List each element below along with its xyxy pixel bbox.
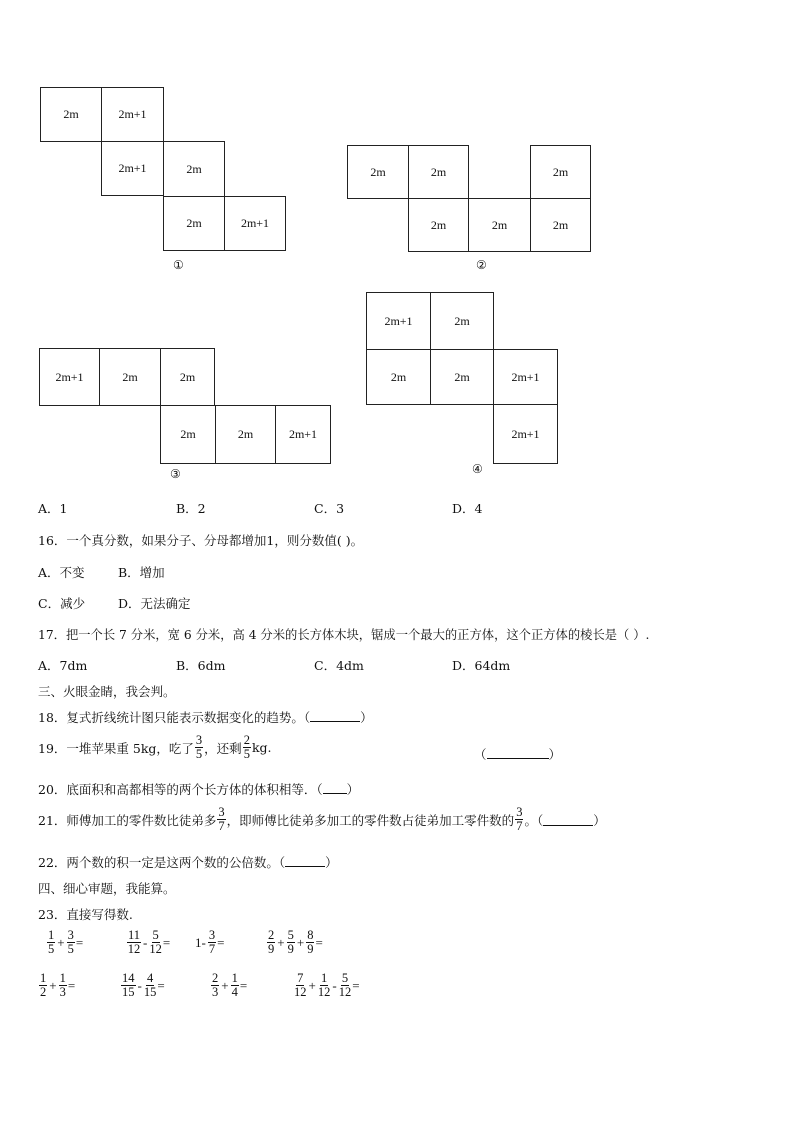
q15-option-b[interactable]: B．2 [176, 501, 206, 516]
fraction [306, 929, 314, 956]
net3-face: 2m+1 [39, 348, 100, 406]
numerator: 1 [320, 971, 328, 985]
net2-face: 2m [468, 198, 531, 252]
net2-face: 2m [408, 145, 469, 199]
q15-option-a[interactable]: A．1 [38, 501, 68, 516]
equals: = [217, 934, 225, 950]
numerator: 5 [341, 971, 349, 985]
calc-expression-6 [120, 972, 165, 999]
fraction [318, 972, 331, 999]
numerator: 14 [122, 971, 135, 985]
calc-expression-3 [194, 929, 224, 956]
denominator: 5 [195, 747, 203, 762]
denominator: 15 [122, 985, 135, 1000]
fraction [144, 972, 157, 999]
section-4-heading: 四、细心审题，我能算。 [38, 881, 176, 896]
q16-option-a[interactable]: A．不变 [38, 565, 85, 580]
answer-blank[interactable] [323, 782, 347, 794]
q19-post: kg. [251, 740, 272, 756]
operator: + [296, 934, 305, 950]
net3-face: 2m [160, 348, 215, 406]
operator: + [277, 934, 285, 950]
fraction [195, 734, 203, 761]
fraction [47, 929, 55, 956]
q19-pre: 19．一堆苹果重 5kg，吃了 [38, 740, 194, 756]
calc-expression-1 [46, 929, 83, 956]
numerator: 2 [268, 928, 275, 942]
q21-mid: ，即师傅比徒弟多加工的零件数占徒弟加工零件数的 [226, 812, 515, 828]
close-paren: ） [593, 812, 606, 828]
net1-face: 2m+1 [101, 87, 164, 142]
net2-face: 2m [530, 198, 591, 252]
denominator: 5 [67, 942, 74, 957]
net4-face: 2m+1 [366, 292, 431, 350]
q15-option-d[interactable]: D．4 [452, 501, 483, 516]
denominator: 15 [143, 985, 157, 1000]
q17-option-c[interactable]: C．4dm [314, 658, 364, 673]
net4-face: 2m [430, 292, 494, 350]
q20-question [38, 780, 359, 798]
equals: = [157, 977, 165, 993]
denominator: 12 [127, 942, 141, 957]
fraction [39, 972, 47, 999]
fraction [287, 929, 295, 956]
calc-expression-7 [210, 972, 247, 999]
q16-question: 16．一个真分数，如果分子、分母都增加1，则分数值( )。 [38, 533, 364, 548]
net4-label: ④ [472, 462, 483, 476]
denominator: 2 [40, 985, 47, 1000]
numerator: 5 [287, 928, 294, 942]
net1-face: 2m+1 [101, 141, 164, 196]
calc-expression-2 [126, 929, 170, 956]
numerator: 11 [128, 928, 141, 942]
equals: = [315, 934, 323, 950]
numerator: 7 [297, 971, 304, 985]
operator: + [57, 934, 65, 950]
numerator: 5 [152, 928, 159, 942]
close-paren: ） [548, 747, 562, 762]
denominator: 12 [338, 985, 352, 1000]
numerator: 3 [516, 805, 523, 819]
denominator: 7 [516, 819, 523, 834]
denominator: 9 [287, 942, 294, 957]
denominator: 12 [149, 942, 162, 957]
denominator: 5 [48, 942, 55, 957]
equals: = [162, 934, 171, 950]
answer-blank[interactable] [487, 747, 549, 759]
net4-face: 2m [430, 349, 494, 405]
numerator: 2 [243, 733, 250, 747]
numerator: 8 [307, 928, 314, 942]
net3-label: ③ [170, 467, 181, 481]
q22-text: 22．两个数的积一定是这两个数的公倍数。（ [38, 855, 286, 870]
q20-text: 20．底面积和高都相等的两个长方体的体积相等．（ [38, 782, 323, 797]
operator: + [221, 977, 229, 993]
q17-option-b[interactable]: B．6dm [176, 658, 226, 673]
net1-face: 2m [163, 196, 225, 251]
fraction [59, 972, 67, 999]
answer-blank[interactable] [285, 855, 325, 867]
fraction [267, 929, 275, 956]
answer-blank[interactable] [543, 814, 593, 826]
q19-question [38, 734, 272, 761]
net2-face: 2m [347, 145, 409, 199]
equals: = [352, 977, 360, 993]
fraction [211, 972, 219, 999]
net2-face: 2m [530, 145, 591, 199]
numerator: 3 [218, 805, 225, 819]
calc-expression-8 [293, 972, 360, 999]
net2-label: ② [476, 258, 487, 272]
q21-post: 。（ [524, 812, 544, 828]
net1-face: 2m [163, 141, 225, 197]
net3-face: 2m+1 [275, 405, 331, 464]
denominator: 5 [243, 747, 250, 762]
denominator: 3 [59, 985, 66, 1000]
operator: + [49, 977, 57, 993]
answer-blank[interactable] [310, 710, 360, 722]
equals: = [75, 934, 84, 950]
net2-face: 2m [408, 198, 469, 252]
fraction [67, 929, 75, 956]
numerator: 2 [212, 971, 219, 985]
fraction [208, 929, 216, 956]
net1-label: ① [173, 258, 184, 272]
close-paren: ） [360, 710, 373, 725]
section-3-heading: 三、火眼金睛，我会判。 [38, 684, 176, 699]
net3-face: 2m [160, 405, 216, 464]
q19-mid: ，还剩 [204, 740, 242, 756]
q17-option-a[interactable]: A．7dm [38, 658, 88, 673]
net1-face: 2m+1 [224, 196, 286, 251]
equals: = [239, 977, 248, 993]
equals: = [67, 977, 76, 993]
denominator: 12 [317, 985, 331, 1000]
q16-option-d[interactable]: D．无法确定 [118, 596, 191, 611]
whole-number: 1- [195, 934, 206, 950]
fraction [294, 972, 307, 999]
fraction [149, 929, 162, 956]
numerator: 1 [231, 971, 238, 985]
denominator: 9 [268, 942, 275, 957]
fraction [515, 806, 523, 833]
q21-question [38, 806, 606, 833]
net3-face: 2m [99, 348, 161, 406]
operator: - [332, 977, 337, 993]
fraction [127, 929, 141, 956]
denominator: 7 [208, 942, 216, 957]
q18-text: 18．复式折线统计图只能表示数据变化的趋势。（ [38, 710, 311, 725]
denominator: 3 [212, 985, 219, 1000]
numerator: 3 [67, 928, 74, 942]
q19-answer: （ ） [474, 747, 562, 762]
numerator: 4 [146, 971, 154, 985]
operator: - [137, 977, 142, 993]
q17-option-d[interactable]: D．64dm [452, 658, 511, 673]
denominator: 7 [218, 819, 225, 834]
fraction [121, 972, 136, 999]
q21-pre: 21．师傅加工的零件数比徒弟多 [38, 812, 217, 828]
net4-face: 2m [366, 349, 431, 405]
operator: - [143, 934, 148, 950]
numerator: 1 [40, 971, 47, 985]
q23-instruction: 23．直接写得数. [38, 907, 133, 922]
denominator: 9 [307, 942, 314, 957]
calc-expression-5 [38, 972, 75, 999]
numerator: 3 [195, 733, 203, 747]
fraction [231, 972, 239, 999]
fraction [217, 806, 225, 833]
denominator: 12 [294, 985, 307, 1000]
calc-expression-4 [266, 929, 323, 956]
close-paren: ） [346, 782, 360, 797]
q18-question [38, 708, 373, 726]
numerator: 3 [208, 928, 216, 942]
q15-option-c[interactable]: C．3 [314, 501, 345, 516]
denominator: 4 [231, 985, 238, 1000]
fraction [243, 734, 251, 761]
q16-option-c[interactable]: C．减少 [38, 596, 86, 611]
numerator: 1 [59, 971, 66, 985]
net4-face: 2m+1 [493, 404, 558, 464]
fraction [339, 972, 352, 999]
net4-face: 2m+1 [493, 349, 558, 405]
close-paren: ） [325, 855, 338, 870]
q22-question [38, 853, 338, 871]
net3-face: 2m [215, 405, 276, 464]
numerator: 1 [48, 928, 55, 942]
operator: + [308, 977, 316, 993]
q17-question: 17．把一个长 7 分米，宽 6 分米，高 4 分米的长方体木块，锯成一个最大的正方体，这个正方体的棱长是（ ）. [38, 628, 650, 642]
q16-option-b[interactable]: B．增加 [118, 565, 165, 580]
net1-face: 2m [40, 87, 102, 142]
